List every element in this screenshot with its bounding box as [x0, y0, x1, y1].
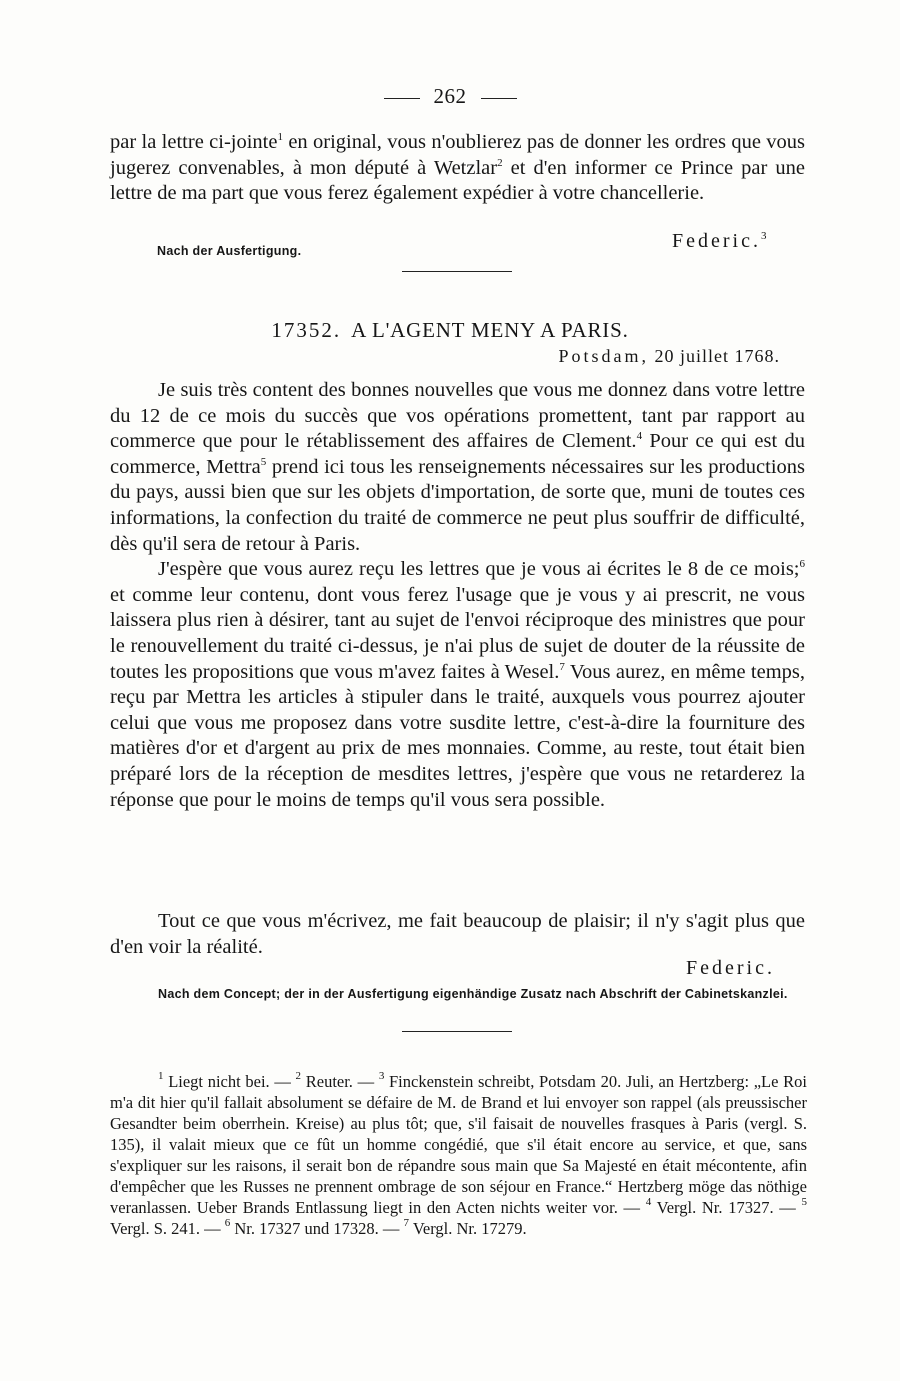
letter-signature: Federic. — [686, 957, 775, 979]
footnote-mark-4: 4 — [645, 1196, 652, 1208]
continuation-text-3: et d'en informer ce Prince par une lettre de ma part que vous ferez également expédier à votre chancellerie. — [110, 156, 805, 205]
footnotes — [110, 1071, 807, 1239]
footnote-ref-7: 7 — [559, 660, 565, 673]
section-divider — [402, 271, 512, 272]
signature-text: Federic. — [672, 230, 761, 252]
footnote-text-3: Finckenstein schreibt, Potsdam 20. Juli, an Hertzberg: „Le Roi m'a dit hier qu'il fallait absolument se défaire de M. de Brand et lui envoyer son rappel (als preussischer Gesandter beim oberrhein. Kreise) au plus tôt; que, s'il faisait de nouvelles frasques à Paris (vergl. S. 135), il valait mieux que ce fût un homme congédié, que s'il était encore au service, et que, sans s'expliquer sur les raisons, il serait bon de répandre sous main que Sa Majesté en était mécontente, afin d'empêcher que les Russes ne prennent ombrage de son séjour en France.“ Hertzberg möge das nöthige veranlassen. Ueber Brands Entlassung liegt in den Acten nichts weiter vor. — — [110, 1072, 807, 1217]
letter-source-note: Nach dem Concept; der in der Ausfertigung eigenhändige Zusatz nach Abschrift der Cabinetskanzlei. — [158, 987, 788, 1001]
page-header — [0, 84, 900, 109]
footnote-text-7: Vergl. Nr. 17279. — [409, 1219, 527, 1238]
footnote-text-5: Vergl. S. 241. — — [110, 1219, 225, 1238]
document-heading — [0, 318, 900, 343]
letter-body — [110, 378, 805, 813]
footnote-text-4: Vergl. Nr. 17327. — — [651, 1198, 802, 1217]
document-number: 17352. — [271, 318, 342, 342]
footnote-ref-6: 6 — [799, 558, 805, 571]
postscript — [110, 909, 805, 960]
letter-paragraph-2 — [110, 557, 805, 813]
footnote-mark-3: 3 — [378, 1070, 385, 1082]
header-dash-left — [384, 98, 420, 99]
dateline — [558, 346, 780, 367]
footnote-mark-2: 2 — [295, 1070, 302, 1082]
p1-text-a: Je suis très content des bonnes nouvelles que vous me donnez dans votre lettre du 12 de ce mois du succès que vos opérations promettent, tant par rapport au commerce que pour le rétablissement des affaires de Clement. — [110, 379, 805, 453]
dateline-date: 20 juillet 1768. — [654, 346, 780, 366]
footnote-ref-2: 2 — [497, 156, 503, 169]
continuation-paragraph — [110, 130, 805, 207]
continuation-text — [110, 130, 805, 207]
footnote-divider — [402, 1031, 512, 1032]
footnotes-paragraph — [110, 1071, 807, 1239]
header-dash-right — [481, 98, 517, 99]
footnote-text-6: Nr. 17327 und 17328. — — [230, 1219, 404, 1238]
footnote-ref-1: 1 — [277, 131, 283, 143]
footnote-text-1: Liegt nicht bei. — — [163, 1072, 296, 1091]
dateline-place: Potsdam, — [558, 346, 649, 366]
document-title: A L'AGENT MENY A PARIS. — [351, 318, 629, 342]
continuation-text-2: en original, vous n'oublierez pas de donner les ordres que vous jugerez convenables, à mon député à Wetzlar — [110, 131, 805, 179]
footnote-ref-3: 3 — [760, 230, 770, 242]
continuation-text-1: par la lettre ci-jointe — [110, 131, 278, 153]
p2-text-b: et comme leur contenu, dont vous ferez l'usage que je vous y ai prescrit, ne vous laissera plus rien à désirer, tant au sujet de l'envoi réciproque des ministres que pour le renouvellement du traité ci-dessus, je n'ai plus de sujet de douter de la réussite de toutes les propositions que vous m'avez faites à Wesel. — [110, 583, 805, 683]
p2-text-a: J'espère que vous aurez reçu les lettres que je vous ai écrites le 8 de ce mois; — [158, 558, 800, 581]
footnote-mark-1: 1 — [158, 1070, 164, 1082]
footnote-ref-5: 5 — [260, 455, 267, 468]
p1-text-b: Pour ce qui est du commerce, Mettra — [110, 430, 806, 478]
p2-text-c: Vous aurez, en même temps, reçu par Mettra les articles à stipuler dans le traité, auxquels vous pourrez ajouter celui que vous me proposez dans votre susdite lettre, c'est-à-dire la fourniture des matières d'or et d'argent au prix de mes monnaies. Comme, au reste, tout était bien préparé lors de la réception de mesdites lettres, j'espère que vous ne retarderez la réponse que pour le moins de temps qu'il vous sera possible. — [110, 660, 805, 811]
postscript-paragraph: Tout ce que vous m'écrivez, me fait beaucoup de plaisir; il n'y s'agit plus que d'en voir la réalité. — [110, 910, 805, 958]
letter-paragraph-1 — [110, 378, 805, 557]
footnote-mark-6: 6 — [224, 1217, 231, 1229]
continuation-source-note: Nach der Ausfertigung. — [157, 244, 302, 258]
footnote-text-2: Reuter. — — [301, 1072, 379, 1091]
footnote-mark-5: 5 — [801, 1196, 807, 1208]
footnote-ref-4: 4 — [636, 430, 643, 443]
p1-text-c: prend ici tous les renseignements nécessaires sur les productions du pays, aussi bien que sur les objets d'importation, de sorte que, muni de toutes ces informations, la confection du traité de commerce ne peut plus souffrir de difficulté, dès qu'il sera de retour à Paris. — [110, 455, 805, 555]
page-number: 262 — [433, 84, 467, 108]
continuation-signature — [672, 230, 769, 253]
footnote-mark-7: 7 — [403, 1217, 409, 1229]
